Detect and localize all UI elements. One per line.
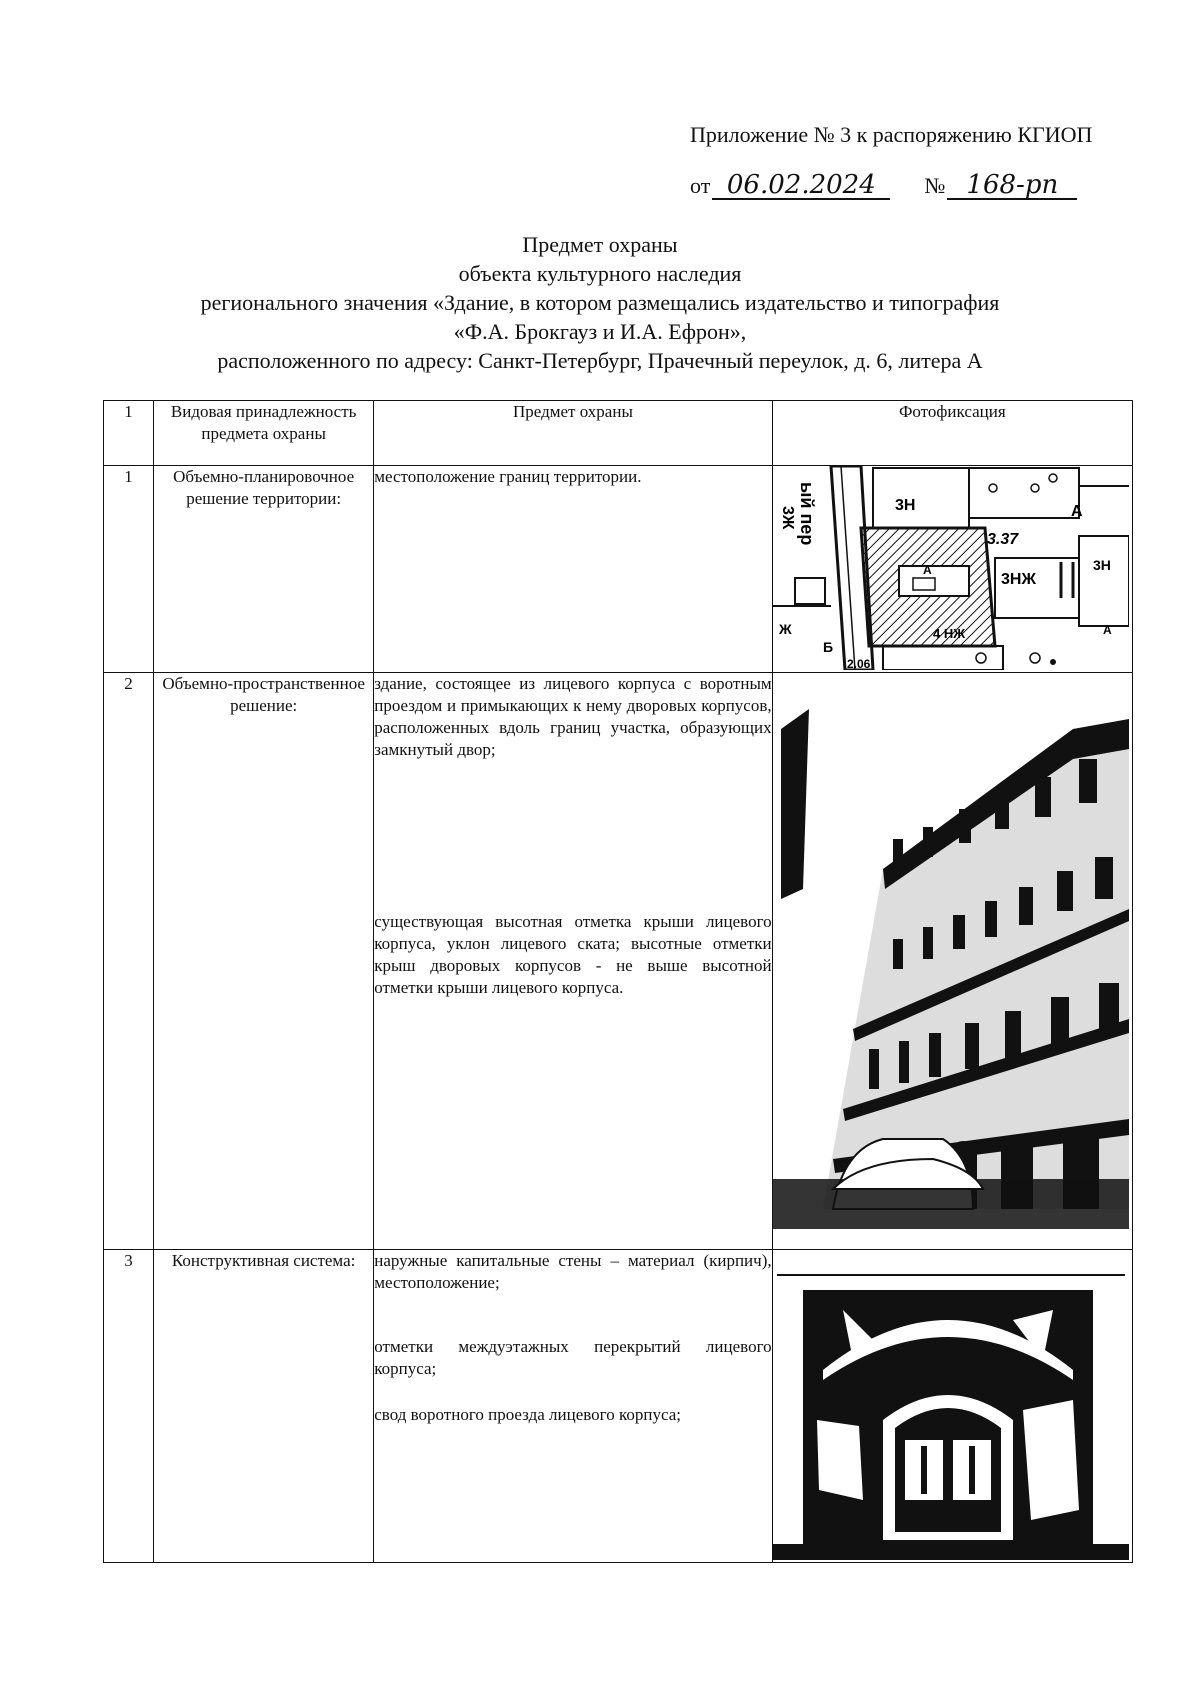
title-line: регионального значения «Здание, в котором размещались издательство и типография xyxy=(200,290,1000,315)
map-label-letter-zh: Ж xyxy=(778,621,792,637)
map-label-zone-c: 4 НЖ xyxy=(932,626,965,641)
title-line: «Ф.А. Брокгауз и И.А. Ефрон», xyxy=(453,319,747,344)
map-label-letter-b: Б xyxy=(822,639,833,655)
map-label-zone-b: 3НЖ xyxy=(1000,571,1036,588)
row-subject xyxy=(374,466,772,673)
order-prefix: от xyxy=(690,173,711,198)
title-line: расположенного по адресу: Санкт-Петербург, Прачечный переулок, д. 6, литера А xyxy=(217,348,983,373)
header-num: 1 xyxy=(104,401,154,466)
row-number: 3 xyxy=(104,1250,154,1563)
header-photo: Фотофиксация xyxy=(772,401,1132,466)
table-row xyxy=(104,673,1133,1250)
order-date: 06.02.2024 xyxy=(712,172,890,200)
map-label-height-1: 3.37 xyxy=(986,531,1018,548)
site-plan-map xyxy=(773,466,1129,670)
map-label-height-2: 2.06 xyxy=(846,657,870,670)
photo-cell-archway xyxy=(772,1250,1132,1563)
subject-paragraph: отметки междуэтажных перекрытий лицевого корпуса; xyxy=(374,1337,772,1378)
row-number: 2 xyxy=(104,673,154,1250)
row-type: Объемно-планировочное решение территории: xyxy=(154,466,374,673)
map-label-zone-a: 3Н xyxy=(894,497,916,514)
row-subject xyxy=(374,1250,772,1563)
order-number-label: № xyxy=(924,173,946,198)
subject-paragraph: наружные капитальные стены – материал (кирпич), местоположение; xyxy=(374,1251,772,1292)
title-line: объекта культурного наследия xyxy=(458,261,742,286)
photo-cell-map xyxy=(772,466,1132,673)
appendix-caption: Приложение № 3 к распоряжению КГИОП xyxy=(690,122,1093,147)
building-facade-photo xyxy=(773,689,1129,1229)
row-type: Объемно-пространственное решение: xyxy=(154,673,374,1250)
document-title xyxy=(0,230,1200,375)
title-line: Предмет охраны xyxy=(522,232,678,257)
table-row xyxy=(104,466,1133,673)
map-label-street: ый пер xyxy=(796,482,817,546)
subject-paragraph: существующая высотная отметка крыши лицевого корпуса, уклон лицевого ската; высотные отметки крыш дворовых корпусов - не выше высотной отметки крыши лицевого корпуса. xyxy=(374,912,772,997)
map-label-lit-a: А xyxy=(922,563,932,577)
map-label-zone-d: 3Ж xyxy=(778,506,796,530)
header-subject: Предмет охраны xyxy=(374,401,772,466)
protection-table xyxy=(103,400,1133,1563)
order-number: 168-рп xyxy=(947,172,1077,200)
table-row xyxy=(104,1250,1133,1563)
map-label-letter-a2: А xyxy=(1102,623,1112,637)
row-type: Конструктивная система: xyxy=(154,1250,374,1563)
subject-paragraph: свод воротного проезда лицевого корпуса; xyxy=(374,1405,681,1424)
table-header-row xyxy=(104,401,1133,466)
header-type: Видовая принадлежность предмета охраны xyxy=(154,401,374,466)
subject-paragraph: местоположение границ территории. xyxy=(374,467,642,486)
map-label-letter-a: А xyxy=(1070,503,1083,520)
photo-cell-facade xyxy=(772,673,1132,1250)
row-number: 1 xyxy=(104,466,154,673)
subject-paragraph: здание, состоящее из лицевого корпуса с воротным проездом и примыкающих к нему дворовых корпусов, расположенных вдоль границ участка, образующих замкнутый двор; xyxy=(374,674,772,759)
map-label-zone-a-right: 3Н xyxy=(1092,557,1111,573)
order-reference xyxy=(690,172,1077,200)
archway-photo xyxy=(773,1250,1129,1560)
row-subject xyxy=(374,673,772,1250)
